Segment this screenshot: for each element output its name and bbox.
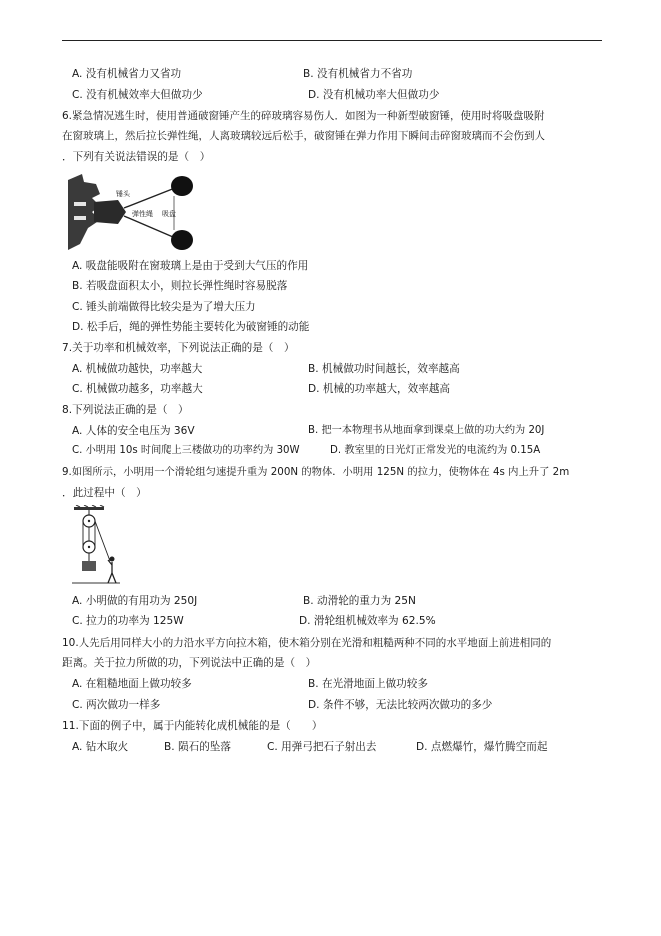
header-rule xyxy=(62,40,602,41)
q11-option-c: C. 用弹弓把石子射出去 xyxy=(267,741,377,753)
q9-option-d: D. 滑轮组机械效率为 62.5% xyxy=(299,615,436,627)
q10-stem-line1: 10.人先后用同样大小的力沿水平方向拉木箱，使木箱分别在光滑和粗糙两种不同的水平地面上前进相同的 xyxy=(62,637,552,649)
q5-option-d: D. 没有机械功率大但做功少 xyxy=(308,89,440,101)
q6-stem-line1: 6.紧急情况逃生时，使用普通破窗锤产生的碎玻璃容易伤人．如图为一种新型破窗锤，使用时将吸盘吸附 xyxy=(62,110,545,122)
label-elastic-rope: 弹性绳 xyxy=(132,210,153,218)
window-breaker-figure xyxy=(66,172,198,254)
pulley-system-figure xyxy=(70,505,122,587)
q6-option-b: B. 若吸盘面积太小，则拉长弹性绳时容易脱落 xyxy=(72,280,288,292)
q5-option-b: B. 没有机械省力不省功 xyxy=(303,68,413,80)
q7-option-c: C. 机械做功越多，功率越大 xyxy=(72,383,203,395)
q6-option-d: D. 松手后，绳的弹性势能主要转化为破窗锤的动能 xyxy=(72,321,310,333)
q11-stem: 11.下面的例子中，属于内能转化成机械能的是（ ） xyxy=(62,720,323,732)
q9-option-a: A. 小明做的有用功为 250J xyxy=(72,595,198,607)
q10-option-c: C. 两次做功一样多 xyxy=(72,699,161,711)
q8-option-c: C. 小明用 10s 时间爬上三楼做功的功率约为 30W xyxy=(72,445,300,456)
q9-option-c: C. 拉力的功率为 125W xyxy=(72,615,184,627)
q10-option-b: B. 在光滑地面上做功较多 xyxy=(308,678,428,690)
q7-stem: 7.关于功率和机械效率，下列说法正确的是（ ） xyxy=(62,342,295,354)
q11-option-a: A. 钻木取火 xyxy=(72,741,129,753)
q11-option-b: B. 陨石的坠落 xyxy=(164,741,231,753)
person-head xyxy=(110,557,115,562)
q7-option-b: B. 机械做功时间越长，效率越高 xyxy=(308,363,460,375)
q6-option-a: A. 吸盘能吸附在窗玻璃上是由于受到大气压的作用 xyxy=(72,260,309,272)
q11-option-d: D. 点燃爆竹，爆竹腾空而起 xyxy=(416,741,548,753)
q8-stem: 8.下列说法正确的是（ ） xyxy=(62,404,189,416)
q8-option-a: A. 人体的安全电压为 36V xyxy=(72,425,195,437)
suction-cup-bottom xyxy=(171,230,193,250)
q6-stem-line2: 在窗玻璃上，然后拉长弹性绳，人离玻璃较远后松手，破窗锤在弹力作用下瞬间击碎窗玻璃而不会伤到人 xyxy=(62,130,545,142)
q9-stem-line1: 9.如图所示，小明用一个滑轮组匀速提升重为 200N 的物体．小明用 125N 的拉力，使物体在 4s 内上升了 2m xyxy=(62,466,570,478)
load-block xyxy=(82,561,96,571)
suction-cup-top xyxy=(171,176,193,196)
q9-stem-line2: ．此过程中（ ） xyxy=(62,487,147,499)
q8-option-b: B. 把一本物理书从地面拿到课桌上做的功大约为 20J xyxy=(308,425,545,436)
q5-option-c: C. 没有机械效率大但做功少 xyxy=(72,89,203,101)
q10-option-a: A. 在粗糙地面上做功较多 xyxy=(72,678,192,690)
q6-option-c: C. 锤头前端做得比较尖是为了增大压力 xyxy=(72,301,256,313)
q7-option-a: A. 机械做功越快，功率越大 xyxy=(72,363,203,375)
q10-stem-line2: 距离。关于拉力所做的功，下列说法中正确的是（ ） xyxy=(62,657,317,669)
q7-option-d: D. 机械的功率越大，效率越高 xyxy=(308,383,451,395)
hammer-head-shape xyxy=(94,200,126,224)
q6-stem-line3: ．下列有关说法错误的是（ ） xyxy=(62,151,211,163)
q10-option-d: D. 条件不够，无法比较两次做功的多少 xyxy=(308,699,493,711)
label-suction-cup: 吸盘 xyxy=(162,210,176,218)
q9-option-b: B. 动滑轮的重力为 25N xyxy=(303,595,416,607)
label-hammer-head: 锤头 xyxy=(116,190,130,198)
q8-option-d: D. 教室里的日光灯正常发光的电流约为 0.15A xyxy=(330,445,541,456)
q5-option-a: A. 没有机械省力又省功 xyxy=(72,68,182,80)
